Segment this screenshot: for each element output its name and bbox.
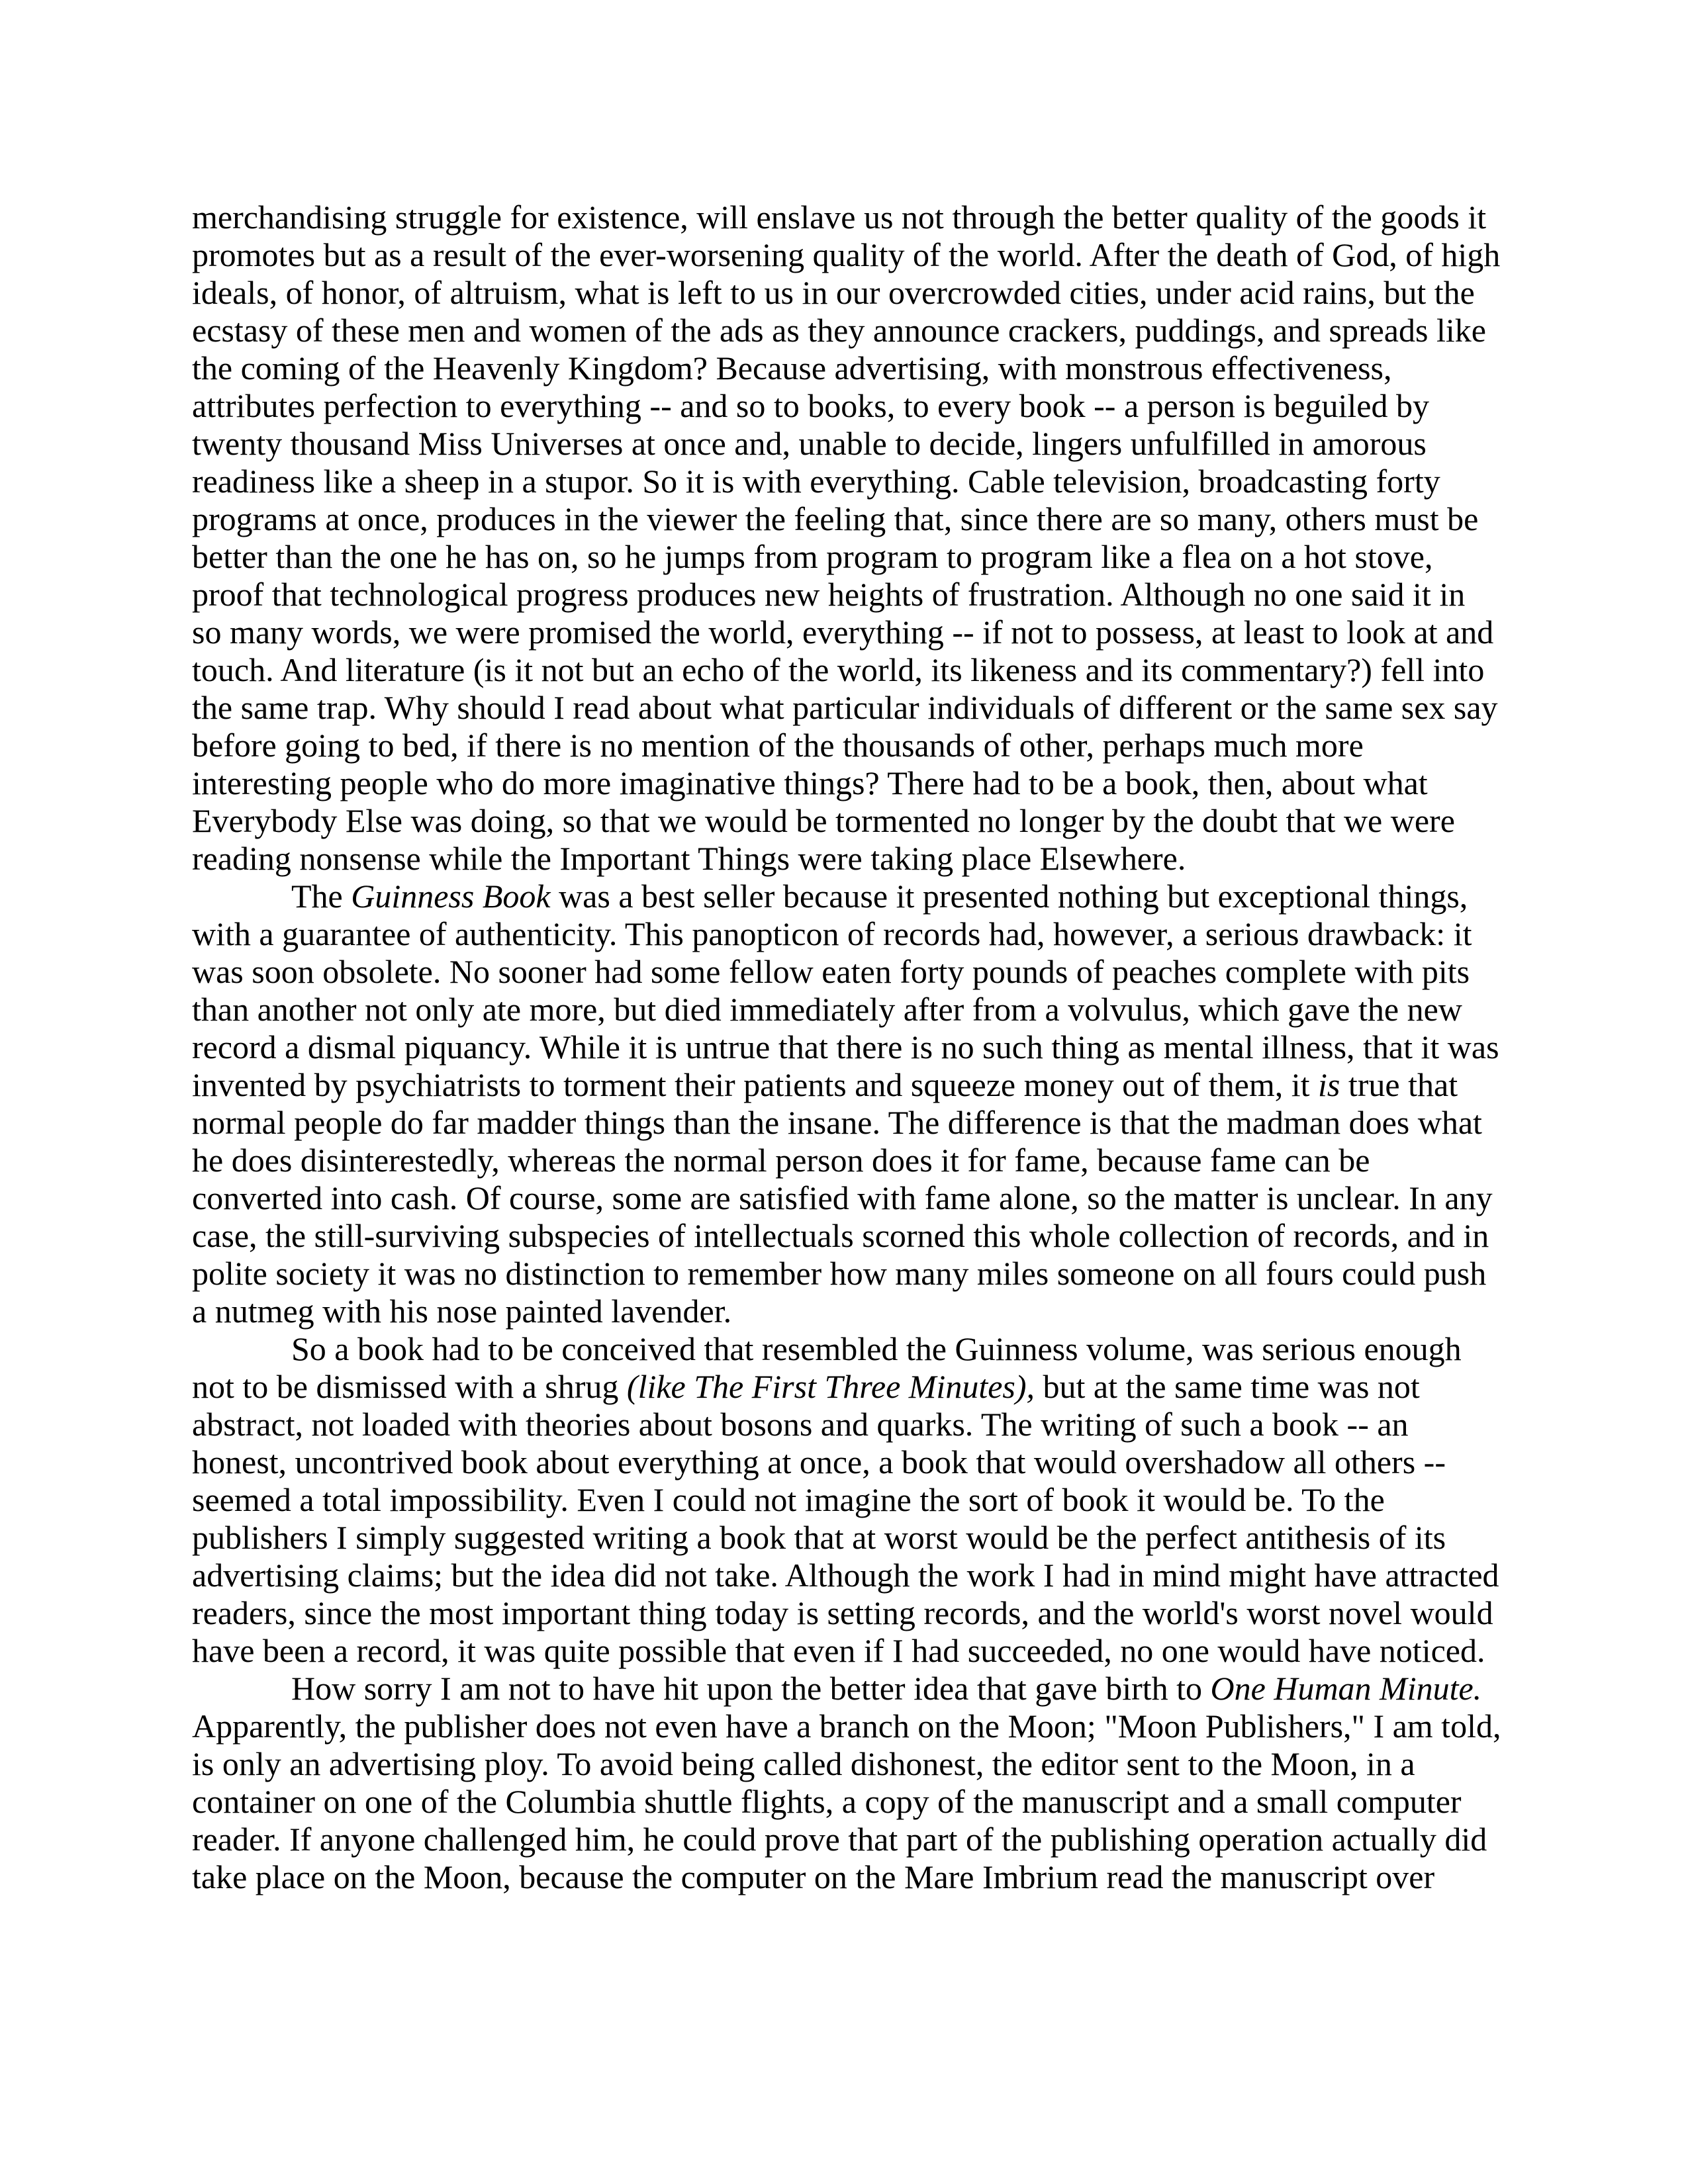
paragraph [192,1670,1503,1896]
text-run: Apparently, the publisher does not even have a branch on the Moon; "Moon Publishers," I am told, is only an advertising ploy. To avoid being called dishonest, the editor sent to the Moon, in a container on one of the Columbia shuttle flights, a copy of the manuscript and a small computer reader. If anyone challenged him, he could prove that part of the publishing operation actually did take place on the Moon, because the computer on the Mare Imbrium read the manuscript over [192,1707,1501,1895]
text-run: How sorry I am not to have hit upon the better idea that gave birth to [291,1670,1211,1707]
text-run: The [291,878,352,915]
text-run: merchandising struggle for existence, will enslave us not through the better quality of the goods it promotes but as a result of the ever-worsening quality of the world. After the death of God, of high ideals, of honor, of altruism, what is left to us in our overcrowded cities, under acid rains, but the ecstasy of these men and women of the ads as they announce crackers, puddings, and spreads like the coming of the Heavenly Kingdom? Because advertising, with monstrous effectiveness, attributes perfection to everything -- and so to books, to every book -- a person is beguiled by twenty thousand Miss Universes at once and, unable to decide, lingers unfulfilled in amorous readiness like a sheep in a stupor. So it is with everything. Cable television, broadcasting forty programs at once, produces in the viewer the feeling that, since there are so many, others must be better than the one he has on, so he jumps from program to program like a flea on a hot stove, proof that technological progress produces new heights of frustration. Although no one said it in so many words, we were promised the world, everything -- if not to possess, at least to look at and touch. And literature (is it not but an echo of the world, its likeness and its commentary?) fell into the same trap. Why should I read about what particular individuals of different or the same sex say before going to bed, if there is no mention of the thousands of other, perhaps much more interesting people who do more imaginative things? There had to be a book, then, about what Everybody Else was doing, so that we would be tormented no longer by the doubt that we were reading nonsense while the Important Things were taking place Elsewhere. [192,199,1501,877]
text-run: but at the same time was not abstract, not loaded with theories about bosons and quarks. The writing of such a book -- an honest, uncontrived book about everything at once, a book that would overshadow all others -- seemed a total impossibility. Even I could not imagine the sort of book it would be. To the publishers I simply suggested writing a book that at worst would be the perfect antithesis of its advertising claims; but the idea did not take. Although the work I had in mind might have attracted readers, since the most important thing today is setting records, and the world's worst novel would have been a record, it was quite possible that even if I had succeeded, no one would have noticed. [192,1368,1499,1669]
paragraph [192,1330,1503,1670]
text-run: So a book had to be conceived that resembled the Guinness volume, was serious enough not to be dismissed with a shrug [192,1330,1462,1405]
document-text [192,199,1503,1896]
text-run: was a best seller because it presented nothing but exceptional things, with a guarantee of authenticity. This panopticon of records had, however, a serious drawback: it was soon obsolete. No sooner had some fellow eaten forty pounds of peaches complete with pits than another not only ate more, but died immediately after from a volvulus, which gave the new record a dismal piquancy. While it is untrue that there is no such thing as mental illness, that it was invented by psychiatrists to torment their patients and squeeze money out of them, it [192,878,1499,1103]
italic-text-run: Guinness Book [351,878,551,915]
italic-text-run: (like The First Three Minutes), [626,1368,1035,1405]
paragraph [192,878,1503,1330]
italic-text-run: is [1318,1066,1340,1103]
text-run: true that normal people do far madder things than the insane. The difference is that the madman does what he does disinterestedly, whereas the normal person does it for fame, because fame can be converted into cash. Of course, some are satisfied with fame alone, so the matter is unclear. In any case, the still-surviving subspecies of intellectuals scorned this whole collection of records, and in polite society it was no distinction to remember how many miles someone on all fours could push a nutmeg with his nose painted lavender. [192,1066,1493,1330]
italic-text-run: One Human Minute. [1210,1670,1482,1707]
paragraph [192,199,1503,878]
